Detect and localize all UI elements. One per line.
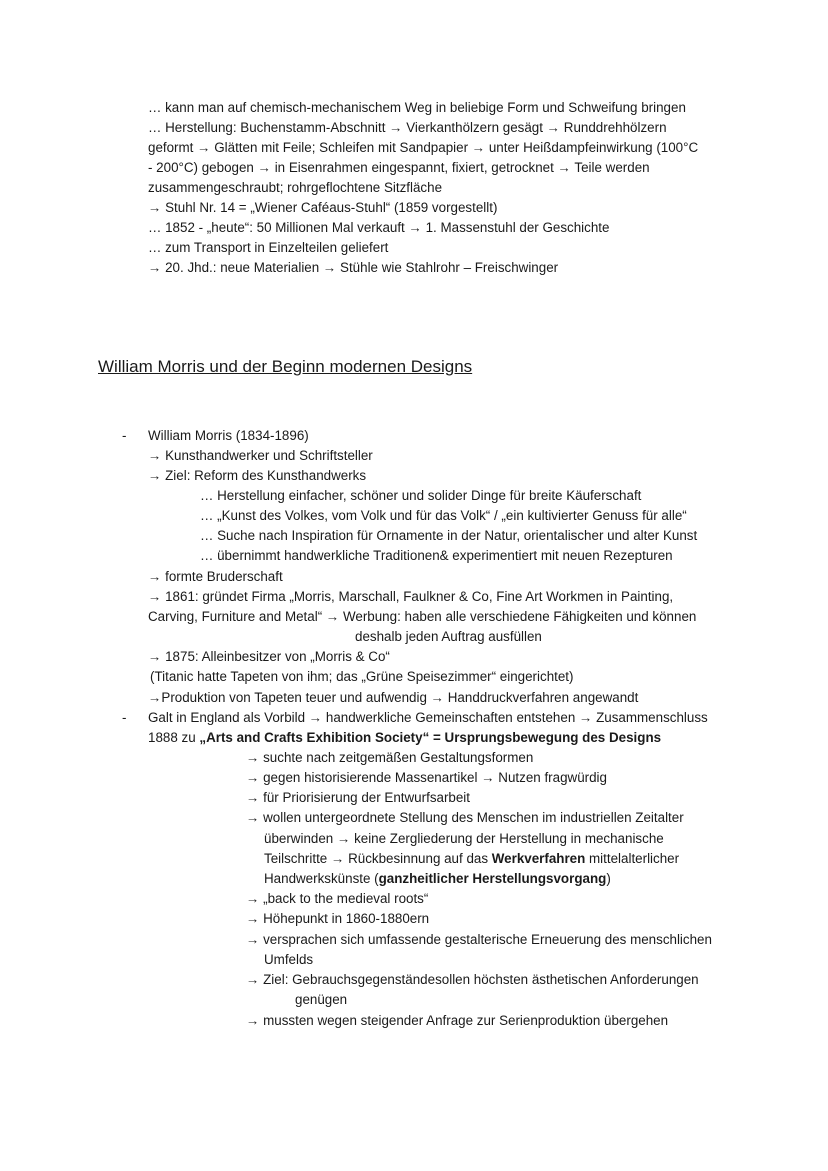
arts-line: Umfelds (264, 952, 314, 967)
arts-line (148, 728, 661, 748)
morris-line: Carving, Furniture and Metal“ → Werbung: haben alle verschiedene Fähigkeiten und können (148, 609, 697, 624)
arts-text: ) (606, 871, 611, 886)
morris-line: … Suche nach Inspiration für Ornamente in der Natur, orientalischer und alter Kunst (200, 528, 698, 543)
intro-line: → Stuhl Nr. 14 = „Wiener Caféaus-Stuhl“ (1859 vorgestellt) (148, 200, 498, 215)
arts-line: → für Priorisierung der Entwurfsarbeit (246, 790, 471, 805)
arts-bold-text: Werkverfahren (491, 851, 586, 866)
intro-line: - 200°C) gebogen → in Eisenrahmen eingespannt, fixiert, getrocknet → Teile werden (148, 160, 650, 175)
arts-text: Teilschritte → Rückbesinnung auf das (264, 851, 492, 866)
arts-line: Galt in England als Vorbild → handwerkliche Gemeinschaften entstehen → Zusammenschluss (148, 710, 708, 725)
arts-line (264, 849, 679, 869)
morris-line: → 1875: Alleinbesitzer von „Morris & Co“ (148, 649, 390, 664)
morris-line: → Kunsthandwerker und Schriftsteller (148, 448, 373, 463)
morris-line: … übernimmt handwerkliche Traditionen& experimentiert mit neuen Rezepturen (200, 548, 673, 563)
intro-line: … 1852 - „heute“: 50 Millionen Mal verkauft → 1. Massenstuhl der Geschichte (148, 220, 610, 235)
arts-line: → Ziel: Gebrauchsgegenständesollen höchsten ästhetischen Anforderungen (246, 972, 699, 987)
bullet-marker: - (122, 710, 127, 725)
arts-bold-text: „Arts and Crafts Exhibition Society“ = Ursprungsbewegung des Designs (199, 730, 662, 745)
arts-line: genügen (295, 992, 348, 1007)
arts-line: → „back to the medieval roots“ (246, 891, 429, 906)
arts-line: → wollen untergeordnete Stellung des Menschen im industriellen Zeitalter (246, 810, 684, 825)
arts-line: → versprachen sich umfassende gestalterische Erneuerung des menschlichen (246, 932, 712, 947)
intro-line: zusammengeschraubt; rohrgeflochtene Sitzfläche (148, 180, 443, 195)
arts-line: → suchte nach zeitgemäßen Gestaltungsformen (246, 750, 534, 765)
morris-line: deshalb jeden Auftrag ausfüllen (355, 629, 542, 644)
intro-line: … zum Transport in Einzelteilen geliefert (148, 240, 389, 255)
arts-text: 1888 zu (148, 730, 200, 745)
arts-line: → Höhepunkt in 1860-1880ern (246, 911, 430, 926)
intro-line: geformt → Glätten mit Feile; Schleifen mit Sandpapier → unter Heißdampfeinwirkung (100°C (148, 140, 699, 155)
intro-line: → 20. Jhd.: neue Materialien → Stühle wie Stahlrohr – Freischwinger (148, 260, 559, 275)
section-heading: William Morris und der Beginn modernen Designs (98, 357, 473, 376)
arts-text: mittelalterlicher (585, 851, 680, 866)
arts-line: → gegen historisierende Massenartikel → Nutzen fragwürdig (246, 770, 607, 785)
morris-line: (Titanic hatte Tapeten von ihm; das „Grüne Speisezimmer“ eingerichtet) (150, 669, 574, 684)
morris-line: → Ziel: Reform des Kunsthandwerks (148, 468, 367, 483)
arts-line: → mussten wegen steigender Anfrage zur Serienproduktion übergehen (246, 1013, 669, 1028)
intro-line: … Herstellung: Buchenstamm-Abschnitt → Vierkanthölzern gesägt → Runddrehhölzern (148, 120, 667, 135)
morris-line: →Produktion von Tapeten teuer und aufwendig → Handdruckverfahren angewandt (148, 690, 639, 705)
morris-line: William Morris (1834-1896) (148, 428, 309, 443)
morris-line: → formte Bruderschaft (148, 569, 283, 584)
arts-line: überwinden → keine Zergliederung der Herstellung in mechanische (264, 831, 664, 846)
bullet-marker: - (122, 428, 127, 443)
arts-text: Handwerkskünste ( (264, 871, 379, 886)
arts-line (264, 869, 611, 889)
arts-bold-text: ganzheitlicher Herstellungsvorgang (378, 871, 607, 886)
intro-line: … kann man auf chemisch-mechanischem Weg in beliebige Form und Schweifung bringen (148, 100, 686, 115)
morris-line: … „Kunst des Volkes, vom Volk und für das Volk“ / „ein kultivierter Genuss für alle“ (200, 508, 687, 523)
morris-line: … Herstellung einfacher, schöner und solider Dinge für breite Käuferschaft (200, 488, 642, 503)
morris-line: → 1861: gründet Firma „Morris, Marschall, Faulkner & Co, Fine Art Workmen in Painting, (148, 589, 674, 604)
